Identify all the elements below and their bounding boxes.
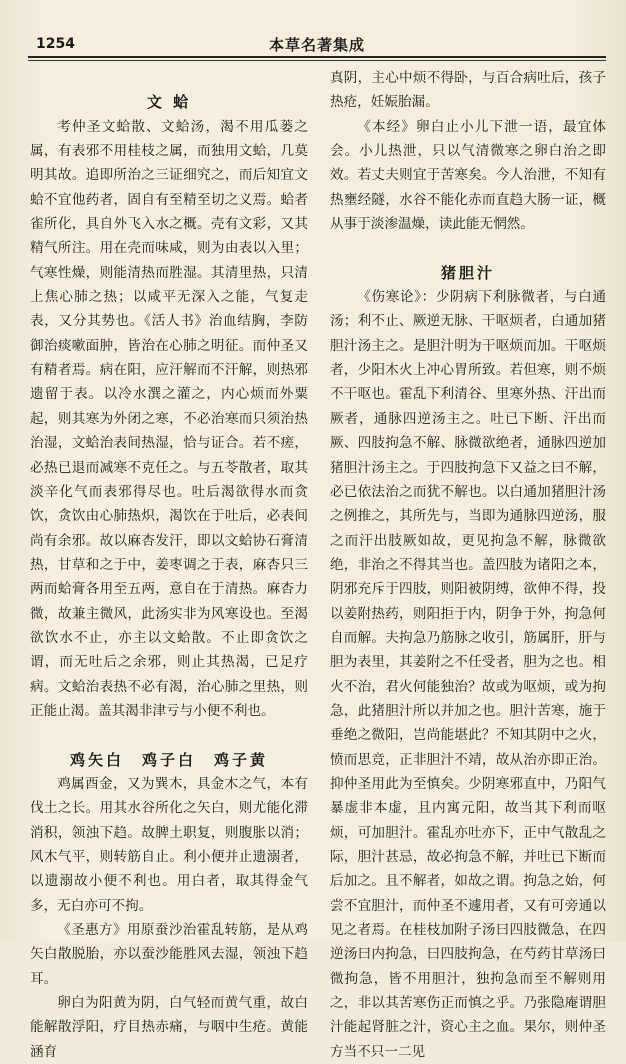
section-heading: 鸡矢白 鸡子白 鸡子黄 [69, 750, 268, 769]
paragraph: 《本经》卵白止小儿下泄一语，最宜体会。小儿热泄，只以气清微寒之卵白治之即效。若丈夫则宜于苦寒矣。今人治泄，不知有热壅经隧，水谷不能化赤而直趋大肠一证，概从事于淡渗温燥，读此能无惘然。 [330, 118, 606, 233]
paragraph: 《伤寒论》：少阴病下利脉微者，与白通汤；利不止、厥逆无脉、干呕烦者，白通加猪胆汁汤主之。是胆汁明为干呕烦而加。干呕烦者，少阳木火上冲心胃所致。若但寒，则不烦不干呕也。霍乱下利清谷、里寒外热、汗出而厥者，通脉四逆汤主之。吐已下断、汗出而厥、四肢拘急不解、脉微欲绝者，通脉四逆加猪胆汁汤主之。于四肢拘急下又益之曰不解，必已依法治之而犹不解也。以白通加猪胆汁汤之例推之，其所先与，当即为通脉四逆汤，服之而汗出肢厥如故，更见拘急不解，脉微欲绝，非治之不得其当也。盖四肢为诸阳之本，阴邪充斥于四肢，则阳被阴缚，欲伸不得，投以姜附热药，则阳拒于内，阴争于外，拘急何自而解。夫拘急乃筋脉之收引，筋属肝，肝与胆为表里，其姜附之不任受者，胆为之也。相火不治，君火何能独治？故或为呕烦，或为拘急，此猪胆汁所以并加之也。胆汁苦寒，施于垂绝之微阳，岂尚能堪此？不知其阴中之火，愤而思竞，正非胆汁不靖，故从治亦即正治。抑仲圣用此为至慎矣。少阴寒邪直中，乃阳气暴虚非本虚，且内寓元阳，故当其下利而呕烦，可加胆汁。霍乱亦吐亦下，正中气散乱之际，胆汁甚忌，故必拘急不解，并吐已下断而后加之。且不解者，如故之谓。拘急之始，何尝不宜胆汁，而仲圣不遽用者，又有可旁通以见之者焉。在桂枝加附子汤曰四肢微急，在四逆汤曰内拘急，曰四肢拘急，在芍药甘草汤曰微拘急，皆不用胆汁，独拘急而至不解则用之，非以其苦寒伤正而慎之乎。乃张隐庵谓胆汁能起肾脏之汁，资心主之血。果尔，则仲圣方当不只一二见 [330, 289, 606, 1060]
spacer [30, 66, 308, 90]
paragraph: 卵白为阳黄为阴，白气轻而黄气重，故白能解散浮阳，疗目热赤痛，与咽中生疮。黄能涵育 [30, 995, 308, 1060]
section-heading: 文 蛤 [146, 93, 192, 112]
left-column [30, 66, 308, 1060]
section-heading: 猪胆汁 [440, 263, 495, 282]
paragraph: 鸡属酉金，又为巽木，具金木之气，本有伐土之长。用其水谷所化之矢白，则尤能化滞消积，领浊下趋。故脾土职复，则腹胀以消；风木气平，则转筋自止。利小便并止遗溺者，以遗溺故小便不利也。用白者，取其得金气多，无白亦可不拘。 [30, 775, 308, 914]
page-header [28, 26, 606, 56]
header-rule-thin [28, 60, 606, 61]
spacer [330, 236, 606, 260]
paragraph: 考仲圣文蛤散、文蛤汤，渴不用瓜蒌之属，有表邪不用桂枝之属，而独用文蛤，几莫明其故。追即所治之三证细究之，而后知宜文蛤不宜他药者，固自有至精至切之义焉。蛤者雀所化，具自外飞入水之概。壳有文彩，又其精气所注。用在壳而味咸，则为由表以入里；气寒性燥，则能清热而胜湿。其清里热，只清上焦心肺之热；以咸平无深入之能，气复走表，又分其势也。《活人书》治血结胸，李防御治痰嗽面肿，皆治在心肺之明征。而仲圣又有精者焉。病在阳，应汗解而不汗解，则热邪遗留于表。以冷水潠之灌之，内心烦而外粟起，则其寒为外闭之寒，不必治寒而只须治热治湿，文蛤治表间热湿，恰与证合。若不瘥，必热已退而减寒不克任之。与五苓散者，取其淡辛化气而表邪得尽也。吐后渴欲得水而贪饮，贪饮由心肺热炽，渴饮在于吐后，必表间尚有余邪。故以麻杏发汗，即以文蛤协石膏清热，甘草和之于中，姜枣调之于表，麻杏只三两而蛤膏各用至五两，意自在于清热。麻杏力微，故兼主微风，此汤实非为风寒设也。至渴欲饮水不止，亦主以文蛤散。不止即贪饮之谓，而无吐后之余邪，则止其热渴，已足疗病。文蛤治表热不必有渴，治心肺之里热，则正能止渴。盖其渴非津亏与小便不利也。 [30, 118, 308, 719]
paragraph: 真阴，主心中烦不得卧，与百合病吐后，孩子热疮，妊娠胎漏。 [330, 70, 606, 111]
right-column [330, 66, 606, 1060]
spacer [30, 723, 308, 747]
page-number: 1254 [36, 36, 75, 52]
book-title: 本草名著集成 [268, 36, 365, 54]
header-rule-thick [28, 56, 606, 58]
paragraph: 《圣惠方》用原蚕沙治霍乱转筋，是从鸡矢白散脱胎，亦以蚕沙能胜风去湿，领浊下趋耳。 [30, 922, 308, 987]
